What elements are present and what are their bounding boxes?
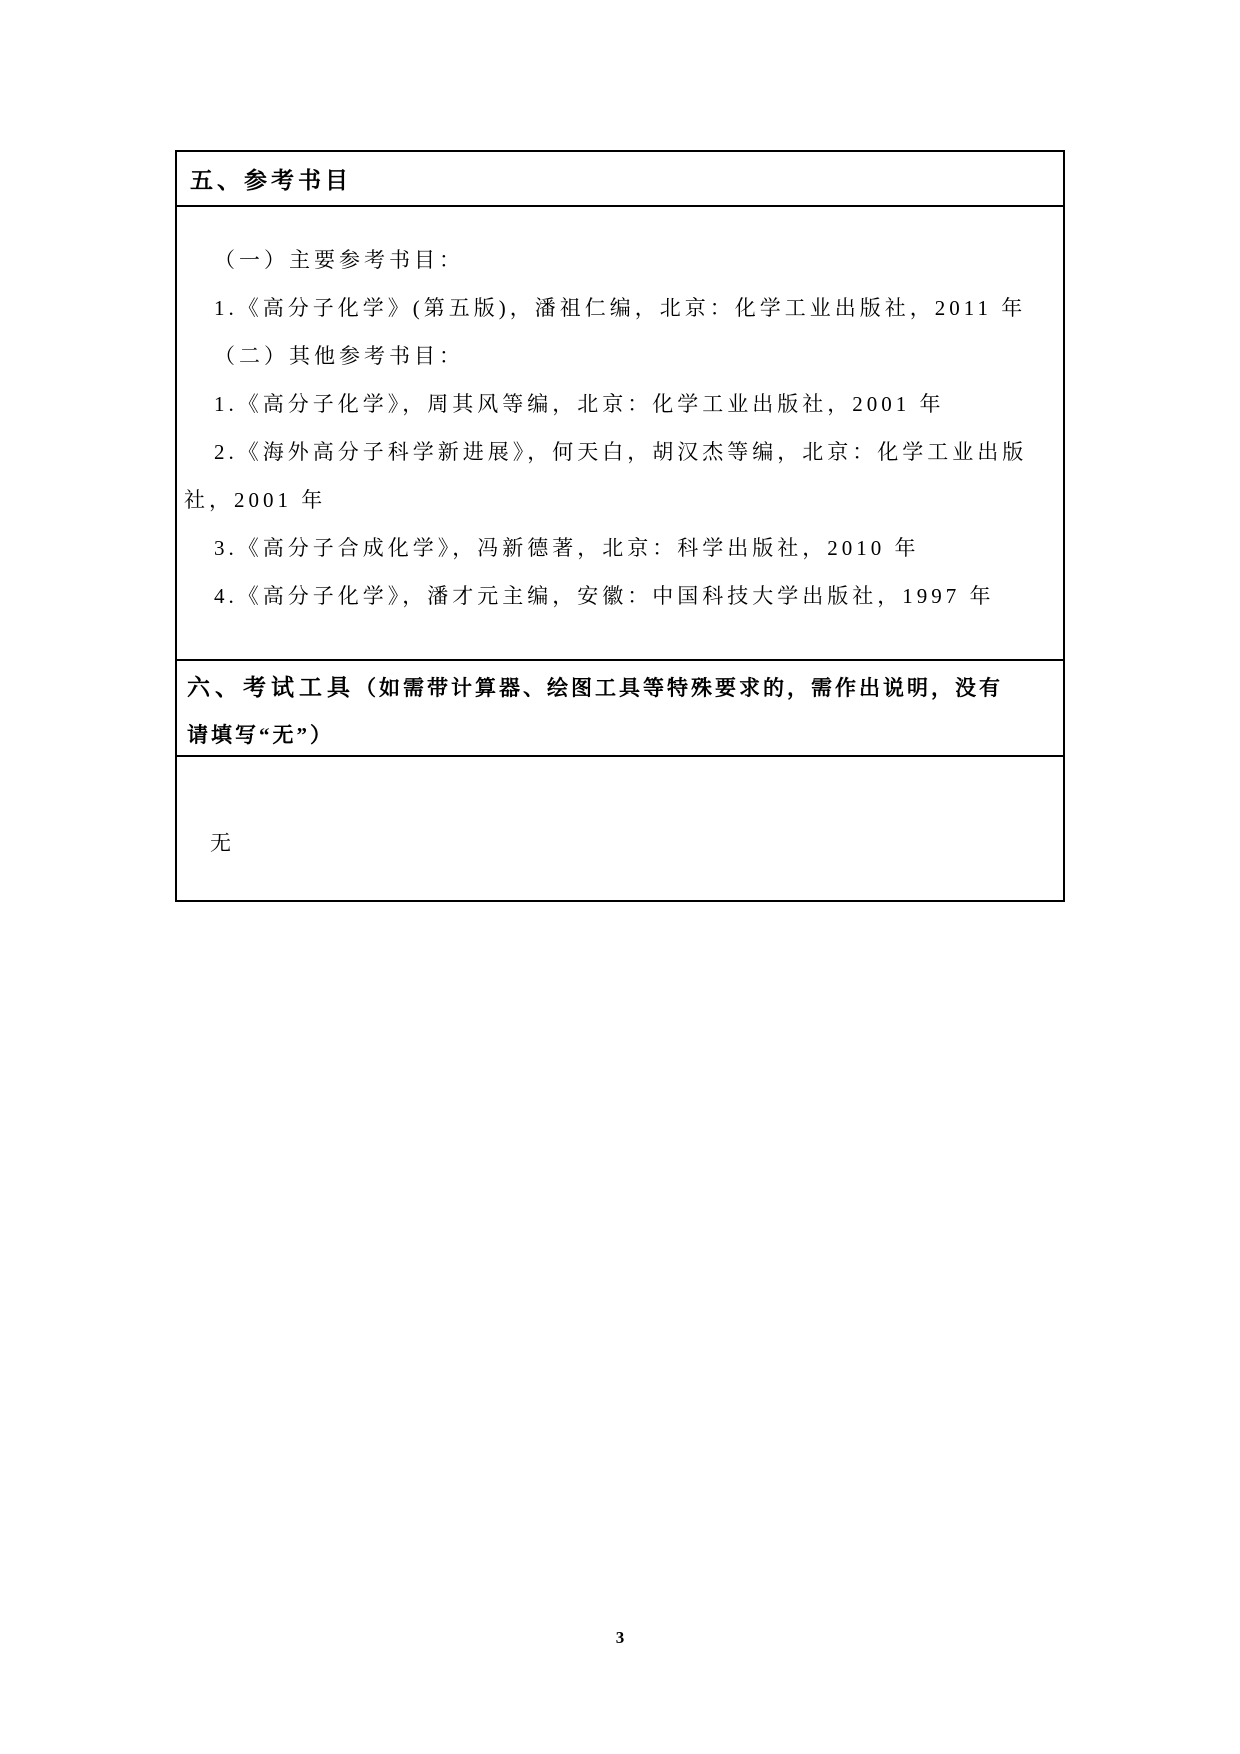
reference-line-other-3: 3.《高分子合成化学》，冯新德著，北京：科学出版社，2010 年: [214, 536, 920, 560]
section6-title: 六、考试工具: [187, 675, 355, 700]
section5-title: 五、参考书目: [190, 168, 352, 193]
reference-line-primary-label: （一）主要参考书目：: [214, 248, 464, 272]
page-number: 3: [615, 1628, 625, 1647]
section6-content-row: [177, 757, 1063, 900]
syllabus-table: [175, 150, 1065, 902]
reference-line-other-2-continued: 社，2001 年: [184, 488, 327, 512]
section5-content-row: [177, 207, 1063, 661]
reference-line-other-1: 1.《高分子化学》，周其风等编，北京：化学工业出版社，2001 年: [214, 392, 945, 416]
reference-line-other-4: 4.《高分子化学》，潘才元主编，安徽：中国科技大学出版社，1997 年: [214, 584, 995, 608]
reference-line-other-2: 2.《海外高分子科学新进展》，何天白，胡汉杰等编，北京：化学工业出版: [214, 440, 1028, 464]
section6-header-row: [177, 661, 1063, 757]
reference-line-primary-1: 1.《高分子化学》(第五版)，潘祖仁编，北京：化学工业出版社，2011 年: [214, 296, 1027, 320]
section5-header-row: [177, 152, 1063, 207]
section6-note-line2: 请填写“无”）: [187, 723, 334, 747]
section6-note-line1: （如需带计算器、绘图工具等特殊要求的，需作出说明，没有: [355, 676, 1003, 700]
reference-line-other-label: （二）其他参考书目：: [214, 344, 464, 368]
exam-tools-answer: 无: [210, 831, 235, 855]
